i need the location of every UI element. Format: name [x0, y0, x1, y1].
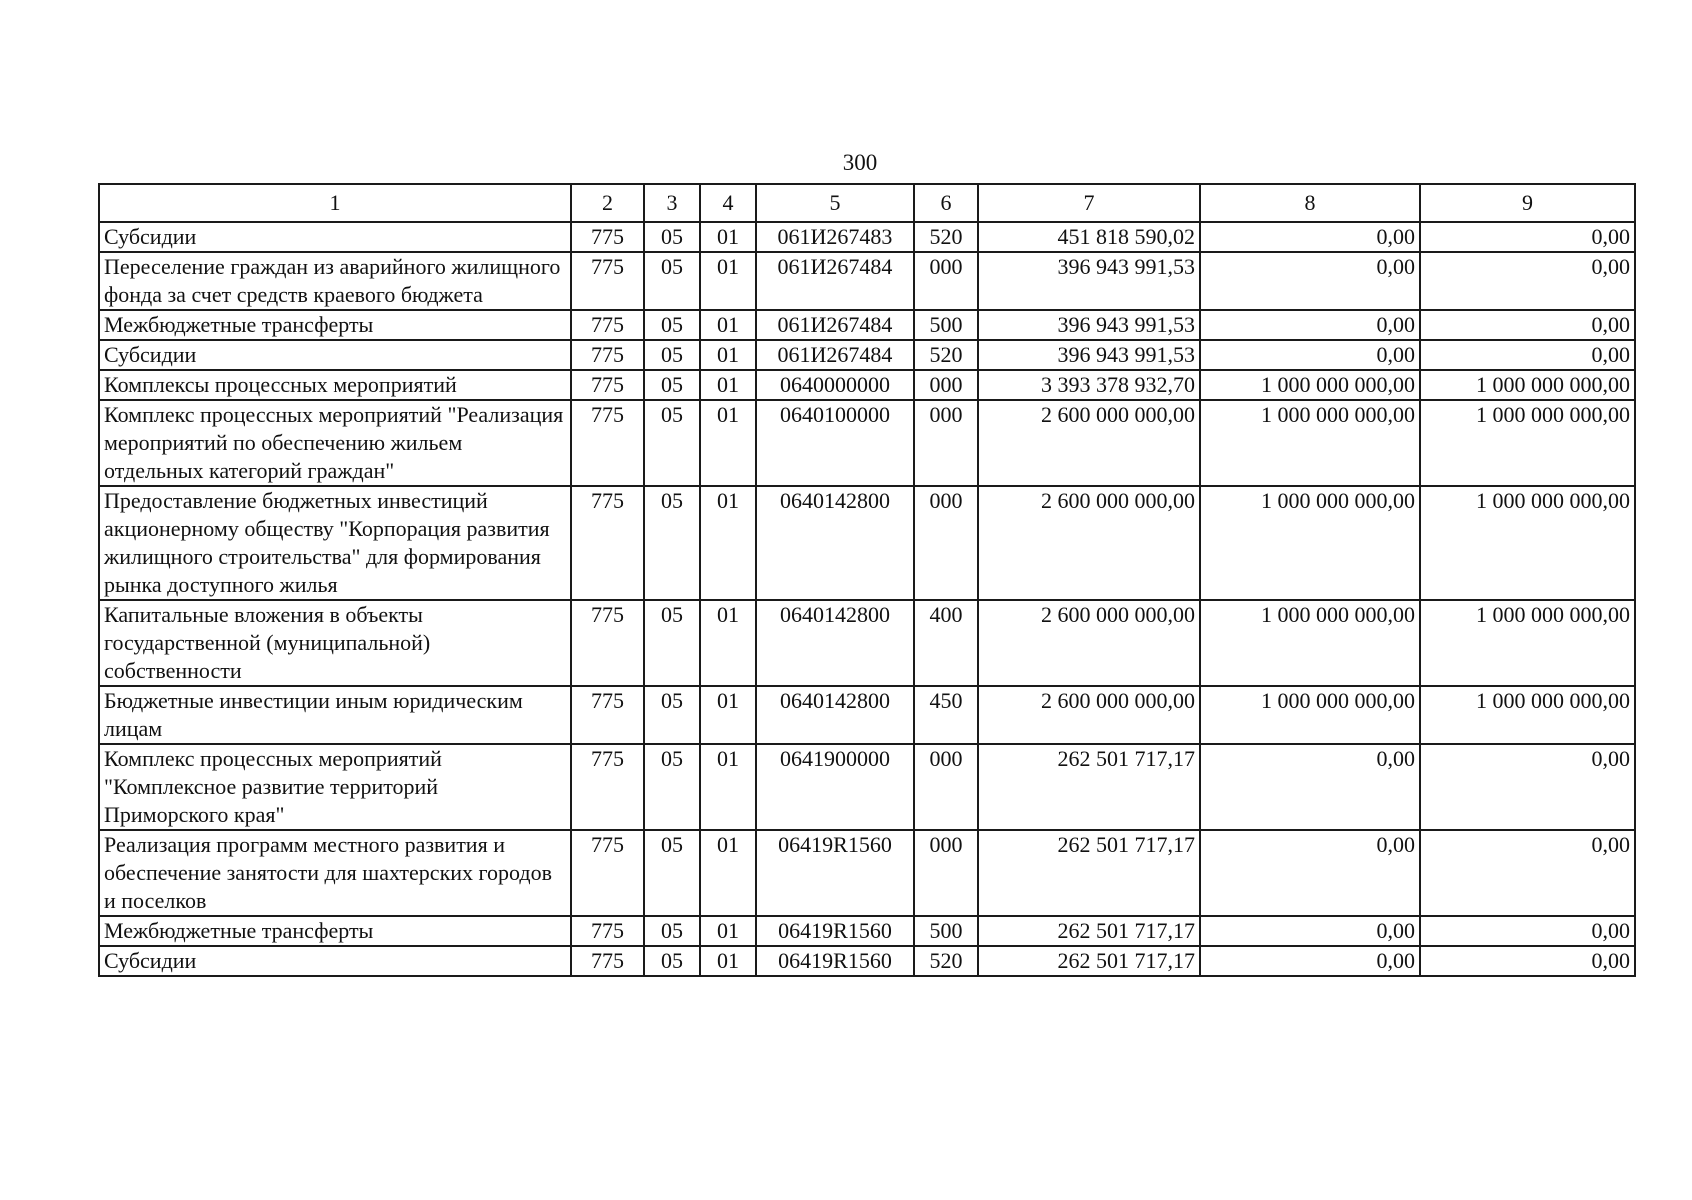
- code-cell: 0640000000: [756, 370, 914, 400]
- budget-table: [98, 183, 1636, 977]
- code-cell: 061И267484: [756, 310, 914, 340]
- item-name-cell: Комплекс процессных мероприятий "Комплексное развитие территорий Приморского края": [99, 744, 571, 830]
- amount-cell: 262 501 717,17: [978, 830, 1200, 916]
- amount-cell: 0,00: [1200, 310, 1420, 340]
- amount-cell: 1 000 000 000,00: [1200, 600, 1420, 686]
- code-cell: 05: [644, 916, 700, 946]
- code-cell: 520: [914, 340, 978, 370]
- code-cell: 05: [644, 486, 700, 600]
- amount-cell: 0,00: [1200, 252, 1420, 310]
- code-cell: 06419R1560: [756, 946, 914, 976]
- amount-cell: 1 000 000 000,00: [1200, 400, 1420, 486]
- amount-cell: 0,00: [1200, 222, 1420, 252]
- code-cell: 01: [700, 744, 756, 830]
- item-name-cell: Межбюджетные трансферты: [99, 310, 571, 340]
- table-row: [99, 946, 1635, 976]
- table-row: [99, 252, 1635, 310]
- code-cell: 05: [644, 686, 700, 744]
- amount-cell: 2 600 000 000,00: [978, 686, 1200, 744]
- code-cell: 520: [914, 222, 978, 252]
- table-row: [99, 916, 1635, 946]
- header-cell: 2: [571, 184, 644, 222]
- code-cell: 000: [914, 486, 978, 600]
- code-cell: 0641900000: [756, 744, 914, 830]
- amount-cell: 2 600 000 000,00: [978, 400, 1200, 486]
- code-cell: 01: [700, 252, 756, 310]
- code-cell: 01: [700, 916, 756, 946]
- table-row: [99, 370, 1635, 400]
- code-cell: 05: [644, 400, 700, 486]
- code-cell: 061И267484: [756, 252, 914, 310]
- amount-cell: 1 000 000 000,00: [1420, 600, 1635, 686]
- code-cell: 000: [914, 370, 978, 400]
- code-cell: 01: [700, 830, 756, 916]
- item-name-cell: Предоставление бюджетных инвестиций акционерному обществу "Корпорация развития жилищного строительства" для формирования рынка доступного жилья: [99, 486, 571, 600]
- code-cell: 450: [914, 686, 978, 744]
- amount-cell: 262 501 717,17: [978, 946, 1200, 976]
- code-cell: 0640142800: [756, 600, 914, 686]
- amount-cell: 0,00: [1420, 222, 1635, 252]
- code-cell: 05: [644, 252, 700, 310]
- header-cell: 6: [914, 184, 978, 222]
- code-cell: 775: [571, 830, 644, 916]
- amount-cell: 262 501 717,17: [978, 744, 1200, 830]
- amount-cell: 0,00: [1420, 340, 1635, 370]
- code-cell: 05: [644, 310, 700, 340]
- code-cell: 05: [644, 946, 700, 976]
- code-cell: 05: [644, 222, 700, 252]
- amount-cell: 396 943 991,53: [978, 310, 1200, 340]
- table-row: [99, 744, 1635, 830]
- code-cell: 775: [571, 916, 644, 946]
- item-name-cell: Субсидии: [99, 340, 571, 370]
- amount-cell: 396 943 991,53: [978, 252, 1200, 310]
- item-name-cell: Реализация программ местного развития и обеспечение занятости для шахтерских городов и поселков: [99, 830, 571, 916]
- code-cell: 01: [700, 946, 756, 976]
- table-row: [99, 830, 1635, 916]
- amount-cell: 1 000 000 000,00: [1420, 400, 1635, 486]
- code-cell: 500: [914, 916, 978, 946]
- amount-cell: 0,00: [1420, 744, 1635, 830]
- item-name-cell: Переселение граждан из аварийного жилищного фонда за счет средств краевого бюджета: [99, 252, 571, 310]
- amount-cell: 0,00: [1200, 916, 1420, 946]
- code-cell: 400: [914, 600, 978, 686]
- code-cell: 061И267484: [756, 340, 914, 370]
- amount-cell: 0,00: [1200, 744, 1420, 830]
- code-cell: 775: [571, 946, 644, 976]
- code-cell: 775: [571, 400, 644, 486]
- amount-cell: 0,00: [1420, 946, 1635, 976]
- code-cell: 01: [700, 222, 756, 252]
- table-row: [99, 400, 1635, 486]
- item-name-cell: Субсидии: [99, 946, 571, 976]
- amount-cell: 0,00: [1200, 340, 1420, 370]
- item-name-cell: Бюджетные инвестиции иным юридическим лицам: [99, 686, 571, 744]
- item-name-cell: Субсидии: [99, 222, 571, 252]
- code-cell: 000: [914, 252, 978, 310]
- code-cell: 000: [914, 400, 978, 486]
- code-cell: 05: [644, 600, 700, 686]
- header-cell: 9: [1420, 184, 1635, 222]
- table-row: [99, 340, 1635, 370]
- amount-cell: 1 000 000 000,00: [1200, 686, 1420, 744]
- code-cell: 000: [914, 744, 978, 830]
- code-cell: 05: [644, 340, 700, 370]
- header-row: [99, 184, 1635, 222]
- code-cell: 05: [644, 744, 700, 830]
- item-name-cell: Комплекс процессных мероприятий "Реализация мероприятий по обеспечению жильем отдельных категорий граждан": [99, 400, 571, 486]
- page-number: 300: [842, 150, 878, 175]
- item-name-cell: Межбюджетные трансферты: [99, 916, 571, 946]
- header-cell: 3: [644, 184, 700, 222]
- code-cell: 01: [700, 370, 756, 400]
- amount-cell: 1 000 000 000,00: [1420, 686, 1635, 744]
- amount-cell: 262 501 717,17: [978, 916, 1200, 946]
- amount-cell: 0,00: [1200, 830, 1420, 916]
- amount-cell: 1 000 000 000,00: [1200, 486, 1420, 600]
- amount-cell: 1 000 000 000,00: [1200, 370, 1420, 400]
- code-cell: 775: [571, 486, 644, 600]
- amount-cell: 0,00: [1200, 946, 1420, 976]
- amount-cell: 451 818 590,02: [978, 222, 1200, 252]
- code-cell: 775: [571, 252, 644, 310]
- code-cell: 01: [700, 686, 756, 744]
- code-cell: 01: [700, 600, 756, 686]
- amount-cell: 3 393 378 932,70: [978, 370, 1200, 400]
- amount-cell: 0,00: [1420, 252, 1635, 310]
- header-cell: 4: [700, 184, 756, 222]
- code-cell: 01: [700, 310, 756, 340]
- code-cell: 500: [914, 310, 978, 340]
- code-cell: 775: [571, 340, 644, 370]
- code-cell: 0640100000: [756, 400, 914, 486]
- table-row: [99, 310, 1635, 340]
- amount-cell: 2 600 000 000,00: [978, 600, 1200, 686]
- amount-cell: 396 943 991,53: [978, 340, 1200, 370]
- code-cell: 775: [571, 310, 644, 340]
- table-row: [99, 600, 1635, 686]
- code-cell: 0640142800: [756, 686, 914, 744]
- header-cell: 8: [1200, 184, 1420, 222]
- table-row: [99, 222, 1635, 252]
- code-cell: 05: [644, 370, 700, 400]
- amount-cell: 1 000 000 000,00: [1420, 370, 1635, 400]
- table-body: [99, 222, 1635, 976]
- code-cell: 0640142800: [756, 486, 914, 600]
- code-cell: 000: [914, 830, 978, 916]
- code-cell: 775: [571, 686, 644, 744]
- amount-cell: 0,00: [1420, 916, 1635, 946]
- code-cell: 01: [700, 486, 756, 600]
- amount-cell: 1 000 000 000,00: [1420, 486, 1635, 600]
- code-cell: 775: [571, 600, 644, 686]
- code-cell: 775: [571, 222, 644, 252]
- amount-cell: 0,00: [1420, 830, 1635, 916]
- code-cell: 05: [644, 830, 700, 916]
- header-cell: 5: [756, 184, 914, 222]
- header-cell: 7: [978, 184, 1200, 222]
- code-cell: 775: [571, 744, 644, 830]
- amount-cell: 0,00: [1420, 310, 1635, 340]
- code-cell: 520: [914, 946, 978, 976]
- code-cell: 06419R1560: [756, 830, 914, 916]
- header-cell: 1: [99, 184, 571, 222]
- item-name-cell: Капитальные вложения в объекты государственной (муниципальной) собственности: [99, 600, 571, 686]
- code-cell: 01: [700, 400, 756, 486]
- table-row: [99, 486, 1635, 600]
- code-cell: 775: [571, 370, 644, 400]
- table-row: [99, 686, 1635, 744]
- item-name-cell: Комплексы процессных мероприятий: [99, 370, 571, 400]
- code-cell: 01: [700, 340, 756, 370]
- code-cell: 061И267483: [756, 222, 914, 252]
- code-cell: 06419R1560: [756, 916, 914, 946]
- amount-cell: 2 600 000 000,00: [978, 486, 1200, 600]
